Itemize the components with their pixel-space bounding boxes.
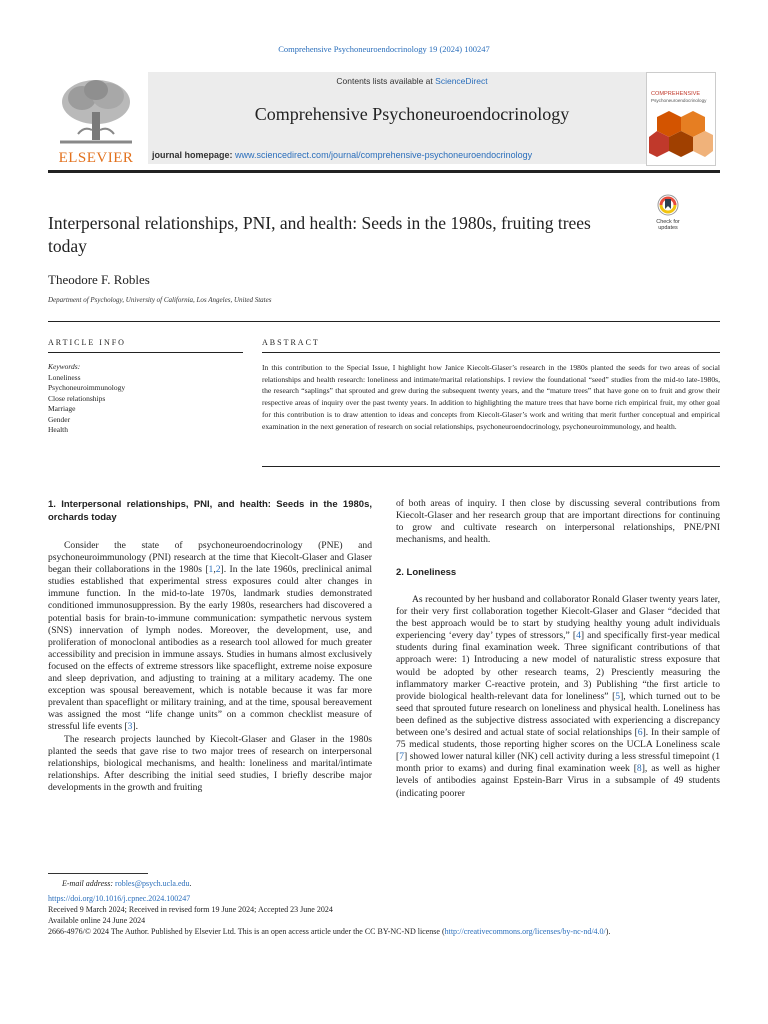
body-column-right (396, 498, 720, 800)
author-affiliation: Department of Psychology, University of California, Los Angeles, United States (48, 296, 272, 304)
badge-text-line1: Check for (656, 219, 680, 225)
email-line: E-mail address: robles@psych.ucla.edu. (62, 879, 192, 888)
homepage-label: journal homepage: (152, 150, 233, 160)
citation-link[interactable]: 4 (576, 630, 581, 642)
cover-image (647, 73, 715, 165)
article-title: Interpersonal relationships, PNI, and health: Seeds in the 1980s, fruiting trees today (48, 213, 591, 256)
citation-link[interactable]: 3 (127, 721, 133, 733)
body-column-left (48, 498, 372, 794)
keywords-label: Keywords: (48, 362, 81, 371)
abstract-text: In this contribution to the Special Issue, I highlight how Janice Kiecolt-Glaser’s research in the 1980s planted the seeds for two areas of social relationships and health research: loneliness and intimate/marital relationships. I review the foundational “seed” studies from the mid-to late-1980s, the research “saplings” that sprouted and grew during the subsequent twenty years, and the “mature trees” that have gone on to fruit and grow their respective areas of inquiry over the past twenty years. In addition to highlighting the mature trees that have borne rich empirical fruit, my other goal for this contribution is to draw attention to ideas and concepts from Kiecolt-Glaser’s work and writing that merit further conceptual and empirical examination in the next generation of research on social relationships, psychoneuroendocrinology, psychoneuroimmunology, and health. (262, 363, 720, 431)
contents-prefix: Contents lists available at (336, 76, 433, 86)
email-link[interactable]: robles@psych.ucla.edu (115, 879, 190, 888)
keyword-item: Loneliness (48, 372, 81, 382)
keyword-item: Psychoneuroimmunology (48, 383, 126, 392)
contents-line (148, 76, 676, 86)
homepage-link[interactable]: www.sciencedirect.com/journal/comprehensive-psychoneuroendocrinology (235, 150, 533, 160)
keyword-item: Marriage (48, 404, 76, 413)
abstract-rule (262, 352, 720, 353)
cover-title-line2: Psychoneuroendocrinology (651, 98, 707, 103)
abstract-bottom-rule (262, 466, 720, 467)
citation-link[interactable]: 2 (215, 564, 221, 576)
keyword-item: Health (48, 425, 68, 434)
body-paragraph: The research projects launched by Kiecolt-Glaser and Glaser in the 1980s planted the seeds that gave rise to two major trees of research on interpersonal relationships, biological mechanisms, and health: loneliness and marital/intimate relationships. After describing the initial seed studies, I briefly describe major developments in the growth and fruiting (48, 733, 372, 793)
citation-link[interactable]: 6 (637, 727, 643, 739)
article-info-heading: ARTICLE INFO (48, 338, 126, 347)
doi-link[interactable]: https://doi.org/10.1016/j.cpnec.2024.100247 (48, 894, 191, 903)
journal-header (48, 72, 720, 168)
journal-name: Comprehensive Psychoneuroendocrinology (254, 104, 570, 124)
abstract-heading: ABSTRACT (262, 338, 320, 347)
article-info-rule (48, 352, 243, 353)
citation-link[interactable]: 5 (615, 690, 621, 702)
footnote-divider (48, 873, 148, 874)
header-divider (48, 170, 720, 173)
section-2-heading: 2. Loneliness (396, 567, 457, 578)
license-line: 2666-4976/© 2024 The Author. Published by Elsevier Ltd. This is an open access article under the CC BY-NC-ND license (http://creativecommons.org/licenses/by-nc-nd/4.0/). (48, 927, 611, 936)
author-name[interactable]: Theodore F. Robles (48, 272, 150, 287)
section-1-heading: 1. Interpersonal relationships, PNI, and health: Seeds in the 1980s, orchards today (48, 499, 372, 523)
check-for-updates-badge[interactable] (648, 192, 688, 232)
cover-title-line1: COMPREHENSIVE (651, 91, 701, 97)
license-link[interactable]: http://creativecommons.org/licenses/by-nc-nd/4.0/ (444, 927, 606, 936)
sciencedirect-link[interactable]: ScienceDirect (435, 76, 488, 86)
check-updates-icon (648, 192, 688, 232)
keyword-item: Close relationships (48, 393, 106, 403)
keyword-item: Gender (48, 414, 71, 424)
journal-cover-thumbnail[interactable] (646, 72, 716, 166)
elsevier-wordmark: ELSEVIER (58, 150, 134, 166)
body-paragraph-continued: of both areas of inquiry. I then close by discussing several contributions from Kiecolt-Glaser and her research group that are important directions for continuing to grow and cultivate research on interpersonal relationships, PNE/PNI mechanisms, and health. (396, 498, 720, 546)
citation-link[interactable]: 7 (399, 751, 404, 763)
journal-banner (148, 72, 676, 164)
badge-text-line2: updates (658, 225, 678, 231)
available-online: Available online 24 June 2024 (48, 916, 146, 925)
body-paragraph: Consider the state of psychoneuroendocrinology (PNE) and psychoneuroimmunology (PNI) research at the time that Kiecolt-Glaser and Glaser began their collaborations in the 1980s [1,2]. In the late 1960s, preclinical animal studies established that experimental stress exposures could alter changes in immune function. In the mid-to-late 1970s, landmark studies demonstrated conditioned immunosuppression. By the early 1980s, researchers had discovered a potential basis for brain-to-immune communication: sympathetic nervous system (SNS) innervation of lymph nodes. Moreover, the development, use, and proliferation of monoclonal antibodies as a research tool allowed for much greater accessibility and precision in immune assays. Studies in humans almost exclusively focused on the effects of extreme stressors like spaceflight, extreme noise exposure and sleep deprivation, and adjusting to training at a military academy. The one exception was spousal bereavement, which is notable because it was far more prevalent than spaceflight or military training, and at the time, spousal bereavement was assigned the most “life change units” on a common checklist measure of stressful life events [3]. (48, 540, 373, 733)
keywords-block (48, 362, 243, 436)
email-label: E-mail address: (62, 879, 114, 888)
received-dates: Received 9 March 2024; Received in revised form 19 June 2024; Accepted 23 June 2024 (48, 905, 333, 914)
elsevier-logo (48, 72, 144, 164)
journal-citation-header[interactable]: Comprehensive Psychoneuroendocrinology 19 (2024) 100247 (278, 44, 490, 54)
info-top-divider (48, 321, 720, 322)
elsevier-tree-icon (48, 72, 144, 150)
citation-link[interactable]: 8 (636, 763, 642, 775)
article-footer (48, 878, 720, 937)
journal-homepage-line (152, 150, 532, 160)
body-paragraph: As recounted by her husband and collaborator Ronald Glaser twenty years later, for their very first collaboration together Kiecolt-Glaser and Glaser “decided that the best approach would be to start by studying healthy young adult individuals experiencing ‘every day’ types of stressors,” [4] and specifically first-year medical students during final examination week. Three significant contributions of that approach were: 1) Introducing a new model of naturalistic stress exposure that would be adopted by other research teams, 2) Presciently measuring the inflammatory marker C-reactive protein, and 3) Publishing “the first article to provide biological health-relevant data for loneliness” [5], which turned out to be seed that sprouted future research on loneliness and physical health. Loneliness has been defined as the subjective distress associated with experiencing a discrepancy between one’s desired and actual state of social relationships [6]. In their sample of 75 medical students, those reporting higher scores on the UCLA Loneliness scale [7] showed lower natural killer (NK) cell activity during a less stressful timepoint (1 month prior to exams) and during final examination week [8], as well as higher levels of antibodies against Epstein-Barr Virus in a subsample of 49 students (indicating poorer (396, 594, 720, 799)
citation-link[interactable]: 1 (208, 564, 214, 576)
